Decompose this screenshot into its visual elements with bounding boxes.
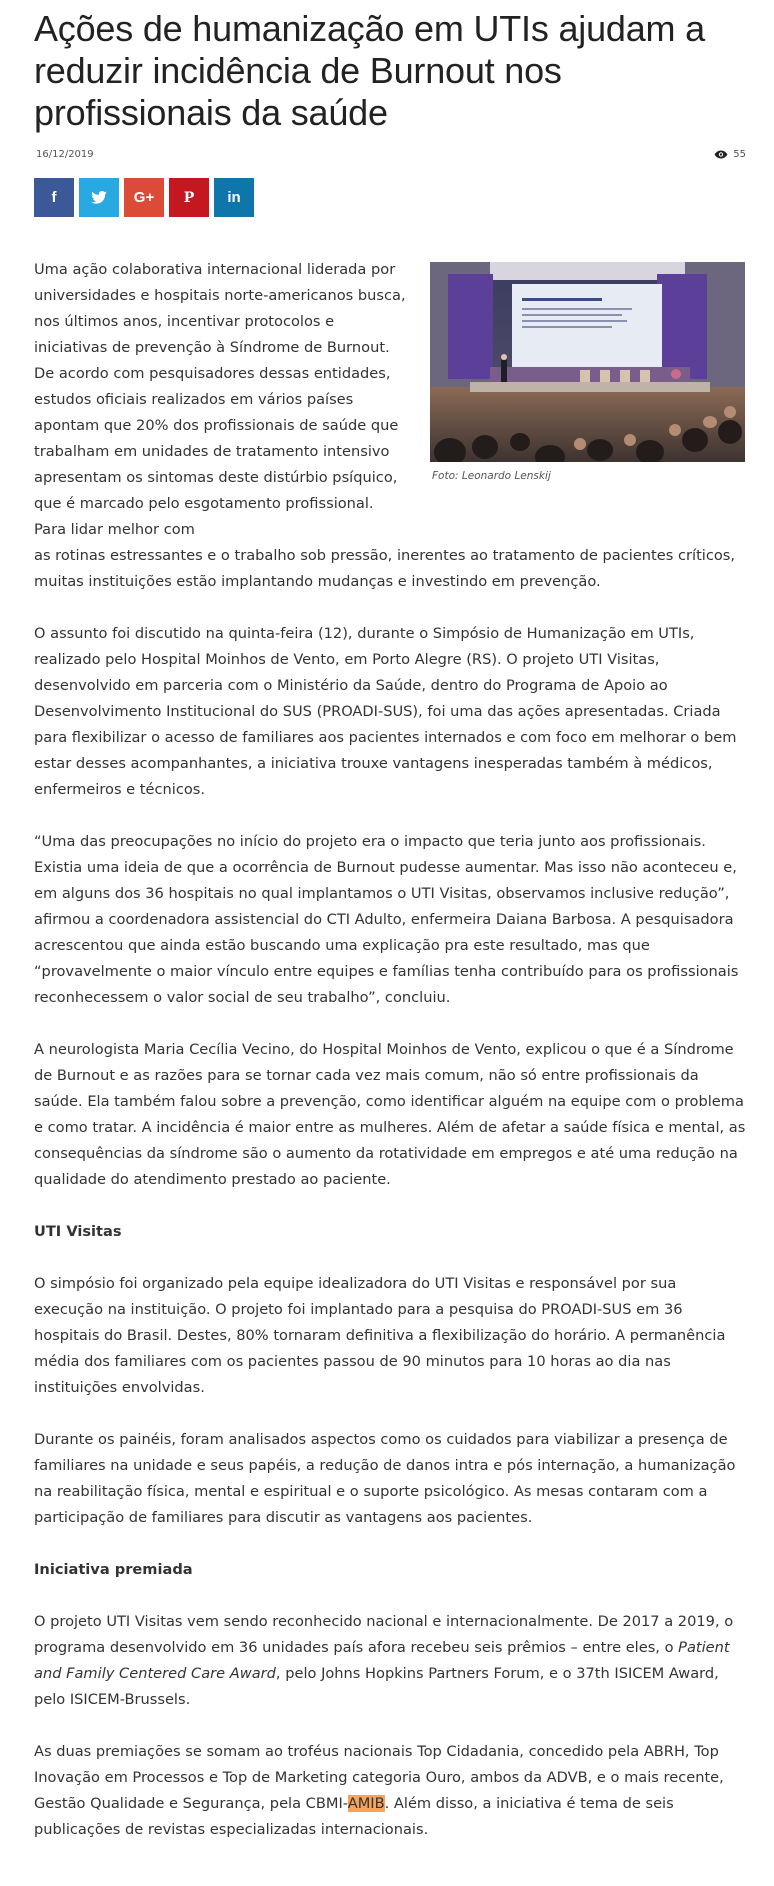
article-body xyxy=(34,257,746,1869)
paragraph-3: “Uma das preocupações no início do projeto era o impacto que teria junto aos profissionais. Existia uma ideia de que a ocorrência de Burnout pudesse aumentar. Mas isso não aconteceu e, em alguns dos 36 hospitais no qual implantamos o UTI Visitas, observamos inclusive redução”, afirmou a coordenadora assistencial do CTI Adulto, enfermeira Daiana Barbosa. A pesquisadora acrescentou que ainda estão buscando uma explicação pra este resultado, mas que “provavelmente o maior vínculo entre equipes e famílias tenha contribuído para os profissionais reconhecessem o valor social de seu trabalho”, concluiu. xyxy=(34,833,739,1006)
paragraph-6: Durante os painéis, foram analisados aspectos como os cuidados para viabilizar a presença de familiares na unidade e seus papéis, a redução de danos intra e pós internação, a humanização na reabilitação física, mental e espiritual e o suporte psicológico. As mesas contaram com a participação de familiares para discutir as vantagens aos pacientes. xyxy=(34,1431,736,1526)
eye-icon xyxy=(714,150,728,159)
paragraph-5: O simpósio foi organizado pela equipe idealizadora do UTI Visitas e responsável por sua execução na instituição. O projeto foi implantado para a pesquisa do PROADI-SUS em 36 hospitais do Brasil. Destes, 80% tornaram definitiva a flexibilização do horário. A permanência média dos familiares com os pacientes passou de 90 minutos para 10 horas ao dia nas instituições envolvidas. xyxy=(34,1275,726,1396)
linkedin-icon: in xyxy=(227,189,241,206)
section-heading-uti-visitas: UTI Visitas xyxy=(34,1223,122,1240)
twitter-icon xyxy=(91,191,107,204)
paragraph-7-part-a: O projeto UTI Visitas vem sendo reconhecido nacional e internacionalmente. De 2017 a 2019, o programa desenvolvido em 36 unidades país afora recebeu seis prêmios – entre eles, o xyxy=(34,1613,734,1656)
pinterest-share-button[interactable] xyxy=(169,178,209,217)
pinterest-icon: P xyxy=(183,189,195,206)
photo-caption: Foto: Leonardo Lenskij xyxy=(432,470,551,482)
paragraph-8-part-a: As duas premiações se somam ao troféus nacionais Top Cidadania, concedido pela ABRH, Top Inovação em Processos e Top de Marketing categoria Ouro, ambos da ADVB, e o mais recente, Gestão Qualidade e Segurança, pela CBMI- xyxy=(34,1743,724,1812)
article-meta xyxy=(34,149,746,165)
share-buttons xyxy=(34,178,254,217)
view-count-value: 55 xyxy=(733,149,746,160)
googleplus-share-button[interactable] xyxy=(124,178,164,217)
paragraph-7-part-b: , pelo Johns Hopkins Partners Forum, e o 37th ISICEM Award, pelo ISICEM-Brussels. xyxy=(34,1665,719,1708)
twitter-share-button[interactable] xyxy=(79,178,119,217)
paragraph-7 xyxy=(34,1609,746,1713)
facebook-share-button[interactable] xyxy=(34,178,74,217)
paragraph-4: A neurologista Maria Cecília Vecino, do Hospital Moinhos de Vento, explicou o que é a Síndrome de Burnout e as razões para se tornar cada vez mais comum, não só entre profissionais da saúde. Ela também falou sobre a prevenção, como identificar alguém na equipe com o problema e como tratar. A incidência é maior entre as mulheres. Além de afetar a saúde física e mental, as consequências da síndrome são o aumento da rotatividade em empregos e até uma redução na qualidade do atendimento prestado ao paciente. xyxy=(34,1041,746,1188)
paragraph-intro-wrapped: Uma ação colaborativa internacional liderada por universidades e hospitais norte-americanos busca, nos últimos anos, incentivar protocolos e iniciativas de prevenção à Síndrome de Burnout. De acordo com pesquisadores dessas entidades, estudos oficiais realizados em vários países apontam que 20% dos profissionais de saúde que trabalham em unidades de tratamento intensivo apresentam os sintomas deste distúrbio psíquico, que é marcado pelo esgotamento profissional. Para lidar melhor com xyxy=(34,261,406,538)
googleplus-icon: G+ xyxy=(133,189,155,206)
section-heading-iniciativa-premiada: Iniciativa premiada xyxy=(34,1561,193,1578)
highlighted-term: AMIB xyxy=(347,1795,385,1812)
linkedin-share-button[interactable] xyxy=(214,178,254,217)
article-title: Ações de humanização em UTIs ajudam a reduzir incidência de Burnout nos profissionais da saúde xyxy=(34,8,705,133)
paragraph-intro-rest: as rotinas estressantes e o trabalho sob pressão, inerentes ao tratamento de pacientes críticos, muitas instituições estão implantando mudanças e investindo em prevenção. xyxy=(34,547,736,590)
view-count xyxy=(714,149,746,160)
facebook-icon: f xyxy=(51,189,57,206)
paragraph-8-part-b: . Além disso, a iniciativa é tema de seis publicações de revistas especializadas internacionais. xyxy=(34,1795,674,1838)
paragraph-8 xyxy=(34,1739,746,1843)
paragraph-intro xyxy=(34,257,746,595)
paragraph-2: O assunto foi discutido na quinta-feira (12), durante o Simpósio de Humanização em UTIs, realizado pelo Hospital Moinhos de Vento, em Porto Alegre (RS). O projeto UTI Visitas, desenvolvido em parceria com o Ministério da Saúde, dentro do Programa de Apoio ao Desenvolvimento Institucional do SUS (PROADI-SUS), foi uma das ações apresentadas. Criada para flexibilizar o acesso de familiares aos pacientes internados e com foco em melhorar o bem estar desses acompanhantes, a iniciativa trouxe vantagens inesperadas também à médicos, enfermeiros e técnicos. xyxy=(34,625,737,798)
publish-date: 16/12/2019 xyxy=(36,149,94,160)
award-name: Patient and Family Centered Care Award xyxy=(34,1639,730,1682)
